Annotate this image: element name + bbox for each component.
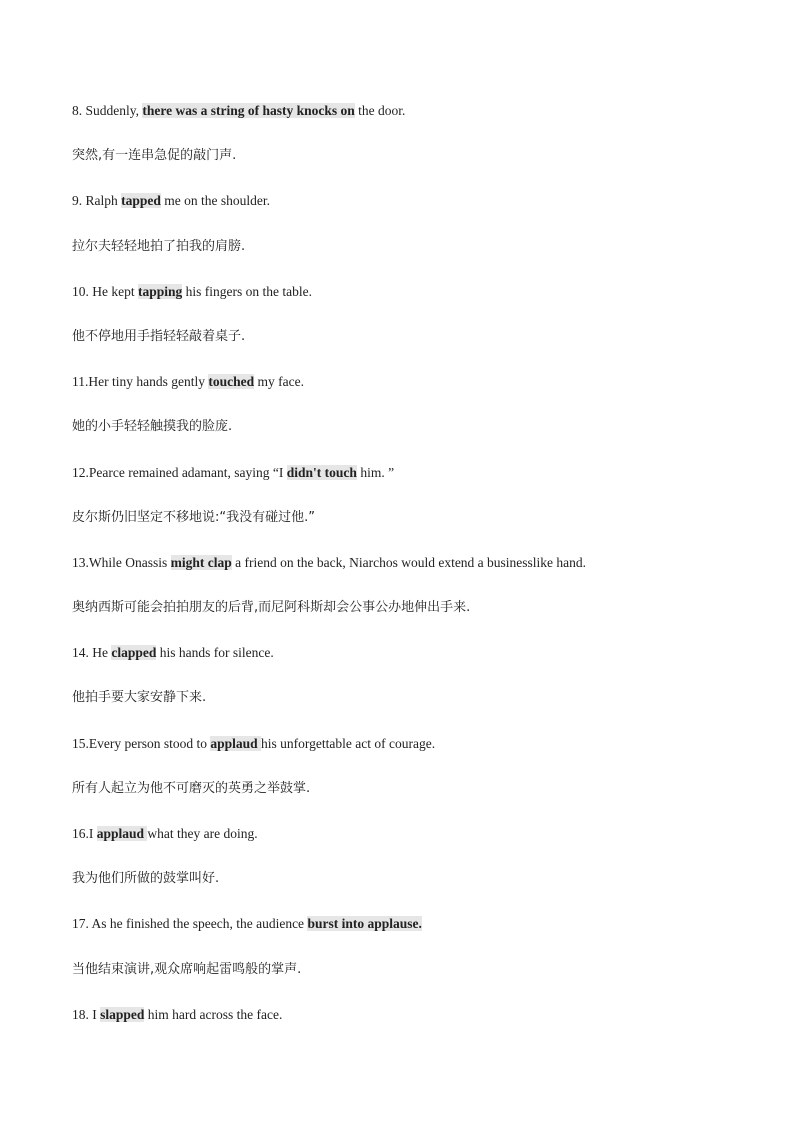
chinese-translation: 所有人起立为他不可磨灭的英勇之举鼓掌. bbox=[72, 780, 311, 796]
chinese-translation: 他不停地用手指轻轻敲着桌子. bbox=[72, 328, 246, 344]
highlighted-phrase: clapped bbox=[111, 645, 157, 661]
english-sentence bbox=[72, 1006, 732, 1051]
highlighted-phrase: there was a string of hasty knocks on bbox=[142, 103, 355, 118]
sentence-text: him hard across the face. bbox=[144, 1006, 283, 1022]
english-sentence bbox=[72, 554, 732, 599]
highlighted-phrase: tapping bbox=[137, 283, 183, 299]
english-sentence bbox=[72, 915, 732, 960]
english-sentence bbox=[72, 644, 732, 689]
chinese-translation: 他拍手要大家安静下来. bbox=[72, 690, 207, 706]
english-sentence bbox=[72, 735, 732, 780]
sentence-text: his unforgettable act of courage. bbox=[261, 735, 436, 751]
sentence-text: his fingers on the table. bbox=[182, 283, 312, 299]
sentence-text: the door. bbox=[354, 103, 406, 118]
chinese-translation: 当他结束演讲,观众席响起雷鸣般的掌声. bbox=[72, 961, 302, 977]
sentence-text: my face. bbox=[254, 374, 304, 390]
sentence-text: 11.Her tiny hands gently bbox=[72, 374, 209, 390]
sentence-text: him. ” bbox=[356, 464, 395, 480]
sentence-text: 17. As he finished the speech, the audience bbox=[72, 916, 308, 932]
sentence-text: me on the shoulder. bbox=[160, 193, 270, 209]
english-sentence bbox=[72, 464, 732, 509]
sentence-text: 9. Ralph bbox=[72, 193, 122, 209]
chinese-translation: 她的小手轻轻触摸我的脸庞. bbox=[72, 419, 233, 435]
english-sentence bbox=[72, 373, 732, 418]
english-sentence bbox=[72, 825, 732, 870]
sentence-text: 10. He kept bbox=[72, 283, 138, 299]
english-sentence bbox=[72, 102, 732, 147]
sentence-text: 12.Pearce remained adamant, saying “I bbox=[72, 464, 287, 480]
english-sentence bbox=[72, 192, 732, 237]
chinese-translation: 奥纳西斯可能会拍拍朋友的后背,而尼阿科斯却会公事公办地伸出手来. bbox=[72, 600, 471, 616]
sentence-text: 16.I bbox=[72, 826, 97, 841]
chinese-translation: 拉尔夫轻轻地拍了拍我的肩膀. bbox=[72, 238, 246, 254]
sentence-text: his hands for silence. bbox=[156, 645, 274, 661]
sentence-text: 18. I bbox=[72, 1006, 101, 1022]
highlighted-phrase: burst into applause. bbox=[307, 916, 422, 932]
sentence-text: 8. Suddenly, bbox=[72, 103, 143, 118]
sentence-text: 15.Every person stood to bbox=[72, 735, 211, 751]
sentence-text: a friend on the back, Niarchos would extend a businesslike hand. bbox=[231, 554, 587, 570]
highlighted-phrase: touched bbox=[208, 374, 255, 390]
highlighted-phrase: might clap bbox=[170, 554, 232, 570]
highlighted-phrase: didn't touch bbox=[286, 464, 357, 480]
highlighted-phrase: applaud bbox=[210, 735, 262, 751]
chinese-translation: 突然,有一连串急促的敲门声. bbox=[72, 148, 237, 164]
chinese-translation: 我为他们所做的鼓掌叫好. bbox=[72, 871, 220, 887]
sentence-text: 14. He bbox=[72, 645, 112, 661]
sentence-text: 13.While Onassis bbox=[72, 554, 171, 570]
chinese-translation: 皮尔斯仍旧坚定不移地说:“我没有碰过他.” bbox=[72, 509, 315, 525]
highlighted-phrase: applaud bbox=[96, 826, 148, 841]
sentence-list bbox=[72, 102, 732, 1051]
sentence-text: what they are doing. bbox=[147, 826, 258, 841]
english-sentence bbox=[72, 283, 732, 328]
highlighted-phrase: tapped bbox=[121, 193, 161, 209]
highlighted-phrase: slapped bbox=[100, 1006, 145, 1022]
